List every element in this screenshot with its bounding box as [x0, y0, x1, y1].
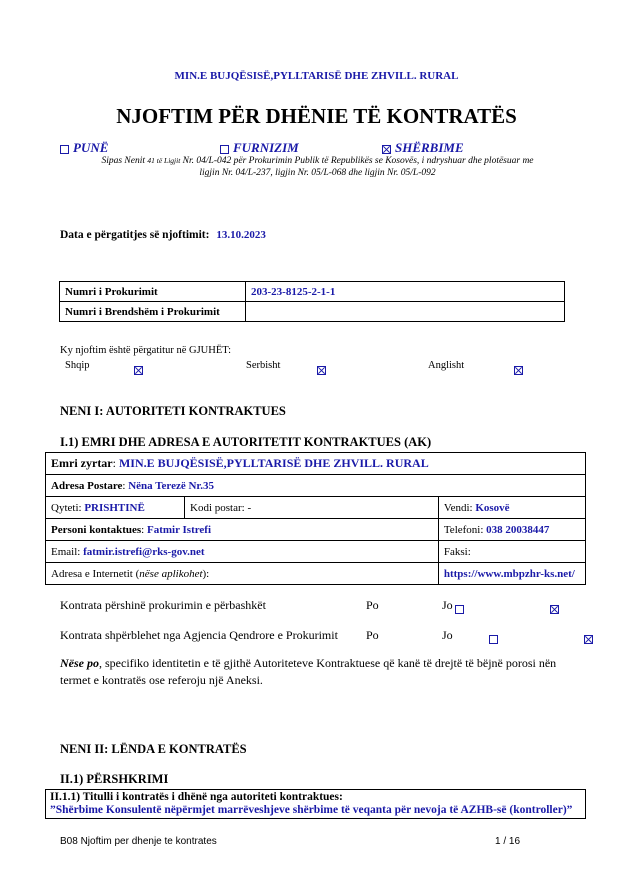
contract-title-value: ”Shërbime Konsulentë nëpërmjet marrëveshjeve shërbime të veqanta për nevoja të AZHB-së (kontroller)”: [50, 804, 573, 816]
phone-cell: Telefoni: 038 20038447: [438, 519, 585, 541]
footer-page-number: 1 / 16: [495, 836, 521, 847]
preparation-date-label: Data e përgatitjes së njoftimit:: [60, 229, 210, 241]
contract-title-cell: [46, 790, 586, 819]
email-cell: Email: fatmir.istrefi@rks-gov.net: [46, 541, 439, 563]
section2-heading: NENI II: LËNDA E KONTRATËS: [60, 742, 247, 756]
postal-cell: Kodi postar: -: [185, 497, 439, 519]
legal-basis: Sipas Nenit 41 të Ligjit Nr. 04/L-042 për Prokurimin Publik të Republikës se Kosovës, i ndryshuar dhe plotësuar me ligjin Nr. 04/L-237, ligjin Nr. 05/L-068 dhe ligjin Nr. 05/L-092: [101, 156, 534, 178]
type-works: PUNË: [60, 140, 108, 156]
internal-number-value: [246, 302, 565, 322]
languages-intro: Ky njoftim është përgatitur në GJUHËT:: [60, 345, 232, 356]
type-services: SHËRBIME: [382, 140, 464, 156]
cpa-no-checkbox[interactable]: [584, 635, 593, 644]
internal-number-label: Numri i Brendshëm i Prokurimit: [60, 302, 246, 322]
cpa-question: Kontrata shpërblehet nga Agjencia Qendrore e Prokurimit: [60, 628, 338, 642]
address-row: Adresa Postare: Nëna Terezë Nr.35: [46, 475, 586, 497]
works-checkbox[interactable]: [60, 145, 69, 154]
joint-yes-checkbox[interactable]: [455, 605, 464, 614]
country-cell: Vendi: Kosovë: [438, 497, 585, 519]
procurement-table: [59, 281, 565, 322]
joint-note: Nëse po, specifiko identitetin e të gjithë Autoriteteve Kontraktuese që kanë të drejtë të bëjnë porosi nën termet e kontratës ose referoju një Aneksi.: [60, 656, 557, 687]
language-albanian-label: Shqip: [65, 360, 90, 371]
ministry-header: MIN.E BUJQËSISË,PYLLTARISË DHE ZHVILL. RURAL: [174, 70, 459, 82]
section2-subheading: II.1) PËRSHKRIMI: [60, 772, 169, 786]
official-name-row: Emri zyrtar: MIN.E BUJQËSISË,PYLLTARISË DHE ZHVILL. RURAL: [46, 453, 586, 475]
services-checkbox[interactable]: [382, 145, 391, 154]
footer-document-name: B08 Njoftim per dhenje te kontrates: [60, 836, 217, 847]
joint-no-checkbox[interactable]: [550, 605, 559, 614]
cpa-no-label: Jo: [442, 628, 453, 642]
section1-heading: NENI I: AUTORITETI KONTRAKTUES: [60, 404, 286, 418]
page-title: NJOFTIM PËR DHËNIE TË KONTRATËS: [116, 104, 517, 128]
section1-subheading: I.1) EMRI DHE ADRESA E AUTORITETIT KONTRAKTUES (AK): [60, 435, 432, 449]
language-serbian-checkbox[interactable]: [317, 366, 326, 375]
authority-table: [45, 452, 586, 585]
language-albanian-checkbox[interactable]: [134, 366, 143, 375]
cpa-yes-checkbox[interactable]: [489, 635, 498, 644]
fax-cell: Faksi:: [438, 541, 585, 563]
joint-no-label: Jo: [442, 598, 453, 612]
procurement-number-label: Numri i Prokurimit: [60, 282, 246, 302]
preparation-date-row: [60, 229, 266, 241]
joint-procurement-question: Kontrata përshinë prokurimin e përbashkët: [60, 598, 266, 612]
contact-cell: Personi kontaktues: Fatmir Istrefi: [46, 519, 439, 541]
language-serbian-label: Serbisht: [246, 360, 281, 371]
cpa-yes-label: Po: [366, 628, 379, 642]
city-cell: Qyteti: PRISHTINË: [46, 497, 185, 519]
supply-checkbox[interactable]: [220, 145, 229, 154]
contract-title-label: II.1.1) Titulli i kontratës i dhënë nga autoriteti kontraktues:: [50, 791, 343, 803]
language-english-label: Anglisht: [428, 360, 465, 371]
procurement-number-value: 203-23-8125-2-1-1: [246, 282, 565, 302]
contract-title-table: [45, 789, 586, 819]
website-label-cell: Adresa e Internetit (nëse aplikohet):: [46, 563, 439, 585]
preparation-date-value: 13.10.2023: [216, 229, 266, 241]
type-supply: FURNIZIM: [220, 140, 299, 156]
joint-yes-label: Po: [366, 598, 379, 612]
language-english-checkbox[interactable]: [514, 366, 523, 375]
website-link[interactable]: https://www.mbpzhr-ks.net/: [438, 563, 585, 585]
